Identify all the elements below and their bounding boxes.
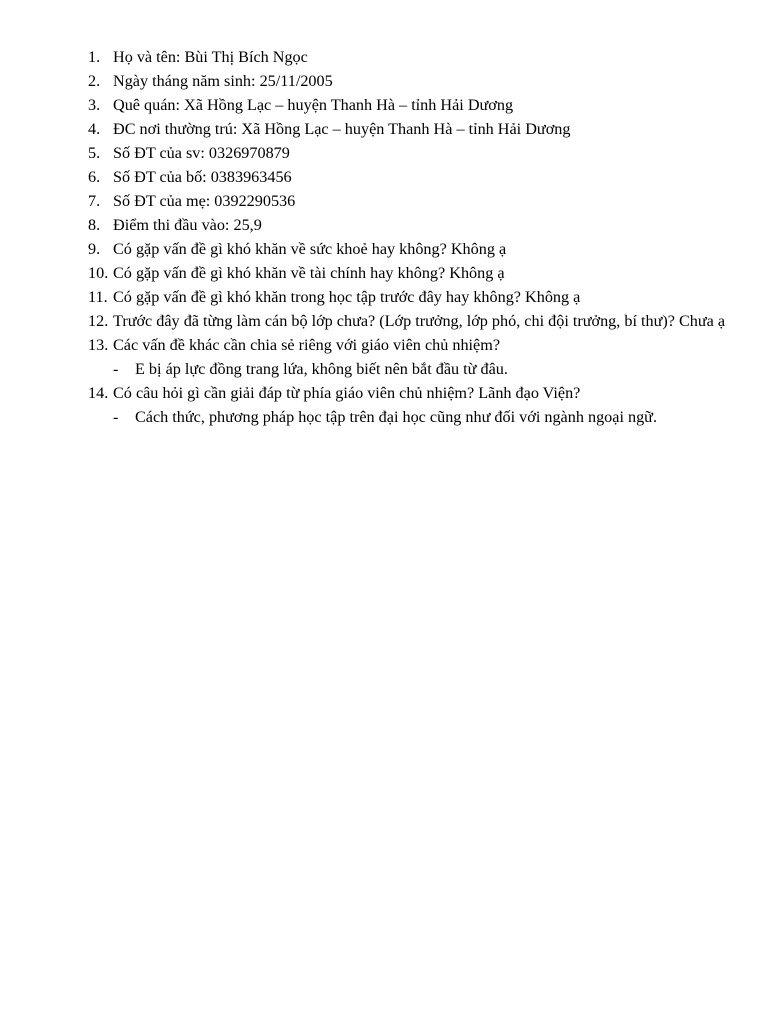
item-number: 10. xyxy=(88,264,109,282)
item-text: Có gặp vấn đề gì khó khăn về tài chính hay không? Không ạ xyxy=(113,264,505,282)
list-item-14 xyxy=(88,381,728,405)
list-item-9 xyxy=(88,237,728,261)
list-item-7 xyxy=(88,189,728,213)
item-text: Họ và tên: Bùi Thị Bích Ngọc xyxy=(113,48,308,66)
answer-13 xyxy=(88,357,728,381)
item-number: 14. xyxy=(88,384,109,402)
item-text: Trước đây đã từng làm cán bộ lớp chưa? (Lớp trưởng, lớp phó, chi đội trưởng, bí thư)? Chưa ạ xyxy=(113,312,726,330)
answer-text: Cách thức, phương pháp học tập trên đại học cũng như đối với ngành ngoại ngữ. xyxy=(135,408,657,426)
item-number: 8. xyxy=(88,216,101,234)
item-number: 3. xyxy=(88,96,101,114)
item-number: 9. xyxy=(88,240,101,258)
item-number: 6. xyxy=(88,168,101,186)
bullet-dash: - xyxy=(113,360,119,378)
list-item-1 xyxy=(88,45,728,69)
item-text: Các vấn đề khác cần chia sẻ riêng với giáo viên chủ nhiệm? xyxy=(113,336,501,354)
bullet-dash: - xyxy=(113,408,119,426)
item-text: Có gặp vấn đề gì khó khăn về sức khoẻ hay không? Không ạ xyxy=(113,240,507,258)
item-number: 1. xyxy=(88,48,101,66)
list-item-12 xyxy=(88,309,728,333)
list-item-11 xyxy=(88,285,728,309)
item-text: Ngày tháng năm sinh: 25/11/2005 xyxy=(113,72,333,90)
answer-14 xyxy=(88,405,728,429)
list-item-4 xyxy=(88,117,728,141)
item-number: 2. xyxy=(88,72,101,90)
list-item-10 xyxy=(88,261,728,285)
item-number: 12. xyxy=(88,312,109,330)
student-info-list xyxy=(88,45,728,429)
list-item-6 xyxy=(88,165,728,189)
item-text: Có câu hỏi gì cần giải đáp từ phía giáo viên chủ nhiệm? Lãnh đạo Viện? xyxy=(113,384,581,402)
item-text: Có gặp vấn đề gì khó khăn trong học tập trước đây hay không? Không ạ xyxy=(113,288,581,306)
list-item-2 xyxy=(88,69,728,93)
item-text: Số ĐT của mẹ: 0392290536 xyxy=(113,192,296,210)
item-text: ĐC nơi thường trú: Xã Hồng Lạc – huyện Thanh Hà – tỉnh Hải Dương xyxy=(113,120,571,138)
list-item-5 xyxy=(88,141,728,165)
item-text: Điểm thi đầu vào: 25,9 xyxy=(113,216,262,234)
item-number: 11. xyxy=(88,288,108,306)
item-text: Quê quán: Xã Hồng Lạc – huyện Thanh Hà – tỉnh Hải Dương xyxy=(113,96,514,114)
item-text: Số ĐT của bố: 0383963456 xyxy=(113,168,292,186)
item-number: 13. xyxy=(88,336,109,354)
item-text: Số ĐT của sv: 0326970879 xyxy=(113,144,290,162)
item-number: 5. xyxy=(88,144,101,162)
item-number: 7. xyxy=(88,192,101,210)
list-item-3 xyxy=(88,93,728,117)
list-item-8 xyxy=(88,213,728,237)
item-number: 4. xyxy=(88,120,101,138)
list-item-13 xyxy=(88,333,728,357)
answer-text: E bị áp lực đồng trang lứa, không biết nên bắt đầu từ đâu. xyxy=(135,360,508,378)
